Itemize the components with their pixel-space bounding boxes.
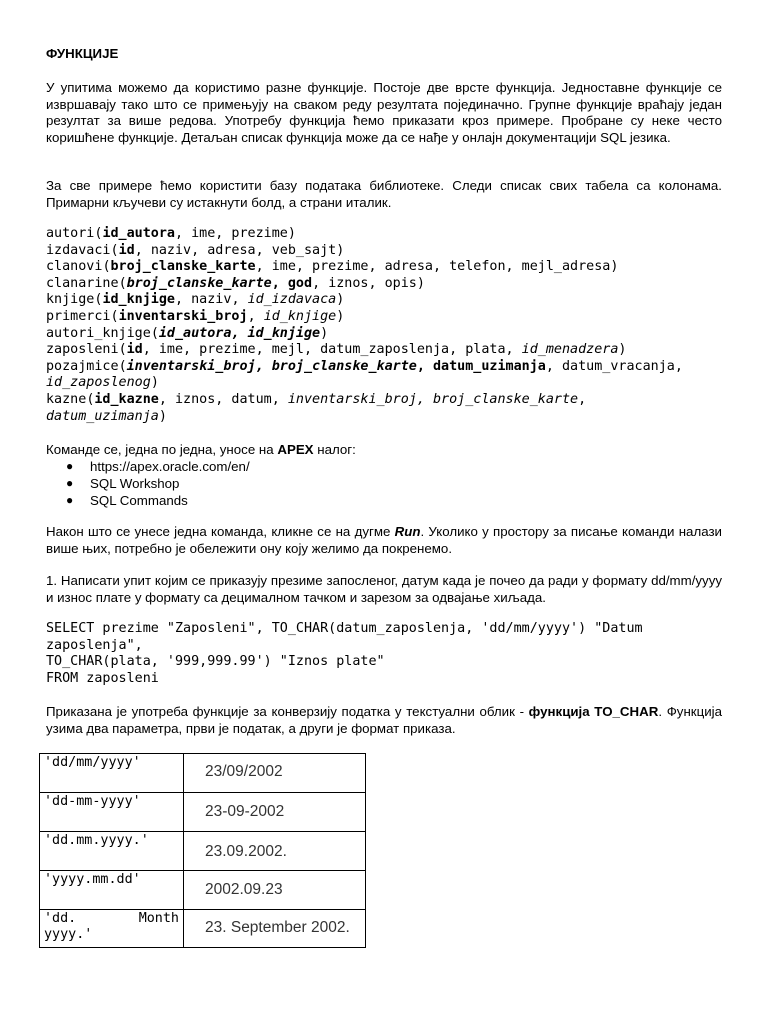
list-item: ● SQL Workshop bbox=[66, 476, 180, 491]
schema-line-pozajmice-cont: id_zaposlenog) bbox=[46, 375, 159, 391]
result-value: 23/09/2002 bbox=[205, 763, 283, 780]
schema-line-autori: autori(id_autora, ime, prezime) bbox=[46, 226, 296, 241]
bullet-icon: ● bbox=[66, 493, 74, 507]
result-value: 2002.09.23 bbox=[205, 881, 283, 898]
bullet-icon: ● bbox=[66, 459, 74, 473]
format-cell-line: yyyy.' bbox=[44, 927, 93, 942]
schema-line-knjige: knjige(id_knjige, naziv, id_izdavaca) bbox=[46, 292, 345, 308]
query-line: zaposlenja", bbox=[46, 637, 143, 653]
format-cell: 'dd/mm/yyyy' bbox=[39, 753, 184, 793]
list-item: ● SQL Commands bbox=[66, 493, 188, 508]
to-char-paragraph: Приказана је употреба функције за конверзију податка у текстуални облик - функција TO_CHAR. Функција узима два параметра, први је податак, а други је формат приказа. bbox=[46, 704, 723, 736]
schema-line-kazne: kazne(id_kazne, iznos, datum, inventarski_broj, broj_clanske_karte, bbox=[46, 391, 587, 407]
list-item[interactable]: ● https://apex.oracle.com/en/ bbox=[66, 459, 250, 474]
schema-intro-paragraph: За све примере ћемо користити базу података библиотеке. Следи списак свих табела са колонама. Примарни кључеви су истакнути болд, а страни италик. bbox=[46, 178, 722, 210]
format-cell bbox=[39, 909, 184, 948]
schema-line-clanarine: clanarine(broj_clanske_karte, god, iznos, opis) bbox=[46, 275, 425, 291]
format-cell: 'yyyy.mm.dd' bbox=[39, 870, 184, 910]
format-cell-line: 'dd. Month bbox=[44, 911, 179, 926]
result-value: 23-09-2002 bbox=[205, 803, 285, 820]
result-value: 23. September 2002. bbox=[205, 919, 350, 936]
schema-line-autori-knjige: autori_knjige(id_autora, id_knjige) bbox=[46, 325, 329, 341]
query-line: TO_CHAR(plata, '999,999.99') "Iznos plate" bbox=[46, 654, 385, 670]
schema-line-izdavaci: izdavaci(id, naziv, adresa, veb_sajt) bbox=[46, 242, 345, 258]
format-cell: 'dd-mm-yyyy' bbox=[39, 792, 184, 832]
query-line: SELECT prezime "Zaposleni", TO_CHAR(datum_zaposlenja, 'dd/mm/yyyy') "Datum bbox=[46, 621, 643, 636]
schema-listing bbox=[46, 226, 736, 425]
schema-line-clanovi: clanovi(broj_clanske_karte, ime, prezime, adresa, telefon, mejl_adresa) bbox=[46, 259, 619, 275]
format-table bbox=[39, 753, 366, 948]
apex-intro: Команде се, једна по једна, уносе на APEX налог: bbox=[46, 442, 356, 457]
result-value: 23.09.2002. bbox=[205, 843, 287, 860]
schema-line-pozajmice: pozajmice(inventarski_broj, broj_clanske_karte, datum_uzimanja, datum_vracanja, bbox=[46, 358, 683, 374]
query-line: FROM zaposleni bbox=[46, 670, 159, 686]
intro-paragraph: У упитима можемо да користимо разне функције. Постоје две врсте функција. Једноставне функције се извршавају тако што се примењују на сваком реду резултата појединачно. Групне функције враћају један резултат за више редова. Употребу функција ћемо приказати кроз примере. Пробране су неке често коришћене функције. Детаљан списак функција може да се нађе у онлајн документацији SQL језика. bbox=[46, 80, 722, 145]
schema-line-zaposleni: zaposleni(id, ime, prezime, mejl, datum_zaposlenja, plata, id_menadzera) bbox=[46, 342, 627, 358]
apex-link-list bbox=[66, 458, 250, 509]
task-1-paragraph: 1. Написати упит којим се приказују презиме запосленог, датум када је почео да ради у формату dd/mm/yyyy и износ плате у формату са децималном тачком и зарезом за одвајање хиљада. bbox=[46, 573, 722, 605]
schema-line-primerci: primerci(inventarski_broj, id_knjige) bbox=[46, 308, 345, 324]
bullet-icon: ● bbox=[66, 476, 74, 490]
run-paragraph: Након што се унесе једна команда, кликне се на дугме Run. Уколико у простору за писање команди налази више њих, потребно је обележити ону коју желимо да покренемо. bbox=[46, 524, 722, 556]
page-title: ФУНКЦИЈЕ bbox=[46, 46, 119, 61]
schema-line-kazne-cont: datum_uzimanja) bbox=[46, 408, 167, 424]
sql-query bbox=[46, 621, 726, 687]
format-cell: 'dd.mm.yyyy.' bbox=[39, 831, 184, 871]
